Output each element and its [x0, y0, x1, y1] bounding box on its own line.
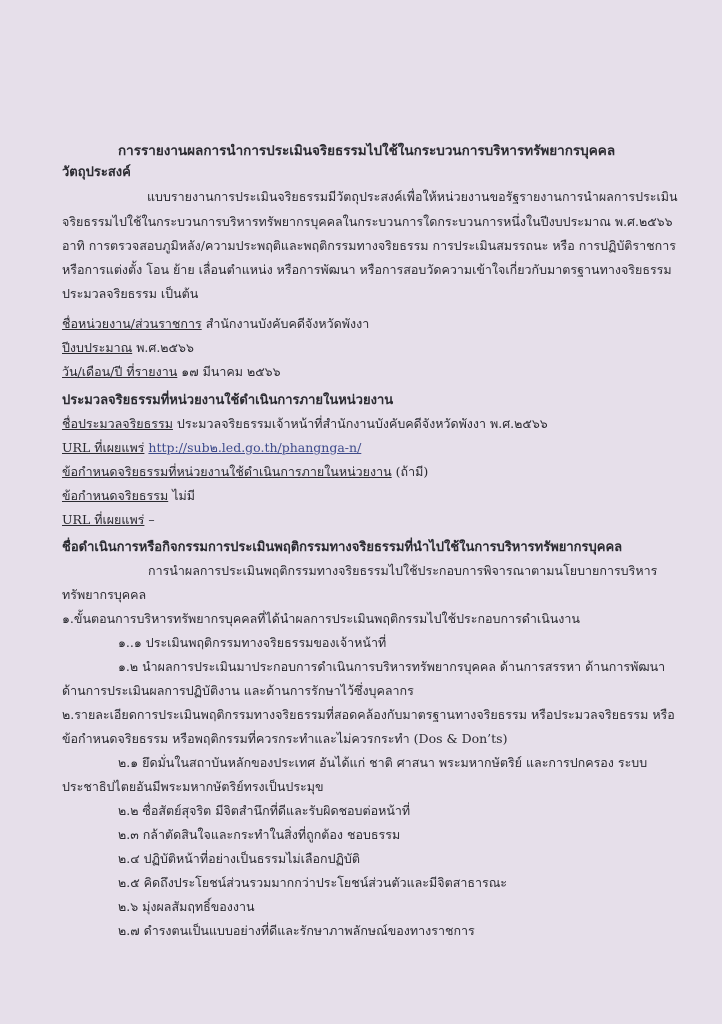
- step-2a: ๒.รายละเอียดการประเมินพฤติกรรมทางจริยธรรมที่สอดคล้องกับมาตรฐานทางจริยธรรม หรือประมวลจริยธรรม หรือ: [62, 707, 675, 722]
- step-1-2b: ด้านการประเมินผลการปฏิบัติงาน และด้านการรักษาไว้ซึ่งบุคลากร: [62, 683, 414, 698]
- step-2b: ข้อกำหนดจริยธรรม หรือพฤติกรรมที่ควรกระทำและไม่ควรกระทำ (Dos & Don’ts): [62, 731, 508, 746]
- code-section-heading: ประมวลจริยธรรมที่หน่วยงานใช้ดำเนินการภายในหน่วยงาน: [62, 393, 394, 408]
- objective-heading: วัตถุประสงค์: [62, 165, 131, 180]
- url2-row: [62, 512, 155, 528]
- objective-line-2: จริยธรรมไปใช้ในกระบวนการบริหารทรัพยากรบุคคลในกระบวนการใดกระบวนการหนึ่งในปีงบประมาณ พ.ศ.๒๕๖๖: [62, 214, 673, 229]
- code-name-value: ประมวลจริยธรรมเจ้าหน้าที่สำนักงานบังคับคดีจังหวัดพังงา พ.ศ.๒๕๖๖: [176, 416, 548, 431]
- item-2-2: ๒.๒ ซื่อสัตย์สุจริต มีจิตสำนึกที่ดีและรับผิดชอบต่อหน้าที่: [118, 803, 411, 818]
- url2-label: URL ที่เผยแพร่: [62, 512, 145, 527]
- internal-rules-note: (ถ้ามี): [395, 464, 429, 479]
- activity-intro-1: การนำผลการประเมินพฤติกรรมทางจริยธรรมไปใช้ประกอบการพิจารณาตามนโยบายการบริหาร: [148, 563, 658, 578]
- rules-row: [62, 488, 195, 504]
- url-label: URL ที่เผยแพร่: [62, 440, 145, 455]
- rules-value: ไม่มี: [172, 488, 195, 503]
- step-1: ๑.ขั้นตอนการบริหารทรัพยากรบุคคลที่ได้นำผลการประเมินพฤติกรรมไปใช้ประกอบการดำเนินงาน: [62, 611, 580, 626]
- fiscal-year-row: [62, 340, 194, 356]
- item-2-7: ๒.๗ ดำรงตนเป็นแบบอย่างที่ดีและรักษาภาพลักษณ์ของทางราชการ: [118, 923, 475, 938]
- internal-rules-label: ข้อกำหนดจริยธรรมที่หน่วยงานใช้ดำเนินการภายในหน่วยงาน: [62, 464, 392, 479]
- code-name-label: ชื่อประมวลจริยธรรม: [62, 416, 173, 431]
- url2-value: –: [148, 512, 155, 527]
- url-row: [62, 440, 361, 456]
- item-2-5: ๒.๕ คิดถึงประโยชน์ส่วนรวมมากกว่าประโยชน์ส่วนตัวและมีจิตสาธารณะ: [118, 875, 508, 890]
- agency-name-row: [62, 316, 369, 332]
- internal-rules-row: [62, 464, 428, 480]
- fiscal-year-value: พ.ศ.๒๕๖๖: [136, 340, 194, 355]
- document-title: การรายงานผลการนำการประเมินจริยธรรมไปใช้ในกระบวนการบริหารทรัพยากรบุคคล: [118, 143, 616, 159]
- step-1-2a: ๑.๒ นำผลการประเมินมาประกอบการดำเนินการบริหารทรัพยากรบุคคล ด้านการสรรหา ด้านการพัฒนา: [118, 659, 666, 674]
- item-2-1a: ๒.๑ ยึดมั่นในสถาบันหลักของประเทศ อันได้แก่ ชาติ ศาสนา พระมหากษัตริย์ และการปกครอง ระบบ: [118, 755, 648, 770]
- objective-line-5: ประมวลจริยธรรม เป็นต้น: [62, 286, 199, 301]
- agency-name-label: ชื่อหน่วยงาน/ส่วนราชการ: [62, 316, 202, 331]
- activity-intro-2: ทรัพยากรบุคคล: [62, 587, 147, 602]
- objective-line-1: แบบรายงานการประเมินจริยธรรมมีวัตถุประสงค์เพื่อให้หน่วยงานขอรัฐรายงานการนำผลการประเมิน: [147, 189, 678, 204]
- rules-label: ข้อกำหนดจริยธรรม: [62, 488, 169, 503]
- objective-line-3: อาทิ การตรวจสอบภูมิหลัง/ความประพฤติและพฤติกรรมทางจริยธรรม การประเมินสมรรถนะ หรือ การปฏิบัติราชการ: [62, 238, 676, 253]
- objective-line-4: หรือการแต่งตั้ง โอน ย้าย เลื่อนตำแหน่ง หรือการพัฒนา หรือการสอบวัดความเข้าใจเกี่ยวกับมาตรฐานทางจริยธรรม: [62, 262, 672, 277]
- report-date-row: [62, 364, 281, 380]
- code-name-row: [62, 416, 548, 432]
- item-2-1b: ประชาธิปไตยอันมีพระมหากษัตริย์ทรงเป็นประมุข: [62, 779, 324, 794]
- item-2-6: ๒.๖ มุ่งผลสัมฤทธิ์ของงาน: [118, 899, 255, 914]
- step-1-1: ๑..๑ ประเมินพฤติกรรมทางจริยธรรมของเจ้าหน้าที่: [118, 635, 387, 650]
- activity-heading: ชื่อดำเนินการหรือกิจกรรมการประเมินพฤติกรรมทางจริยธรรมที่นำไปใช้ในการบริหารทรัพยากรบุคคล: [62, 540, 623, 555]
- url-link[interactable]: http://sub๒.led.go.th/phangnga-n/: [148, 440, 362, 455]
- report-date-value: ๑๗ มีนาคม ๒๕๖๖: [181, 364, 281, 379]
- item-2-3: ๒.๓ กล้าตัดสินใจและกระทำในสิ่งที่ถูกต้อง ชอบธรรม: [118, 827, 401, 842]
- fiscal-year-label: ปีงบประมาณ: [62, 340, 133, 355]
- item-2-4: ๒.๔ ปฏิบัติหน้าที่อย่างเป็นธรรมไม่เลือกปฏิบัติ: [118, 851, 360, 866]
- report-date-label: วัน/เดือน/ปี ที่รายงาน: [62, 364, 178, 379]
- agency-name-value: สำนักงานบังคับคดีจังหวัดพังงา: [205, 316, 370, 331]
